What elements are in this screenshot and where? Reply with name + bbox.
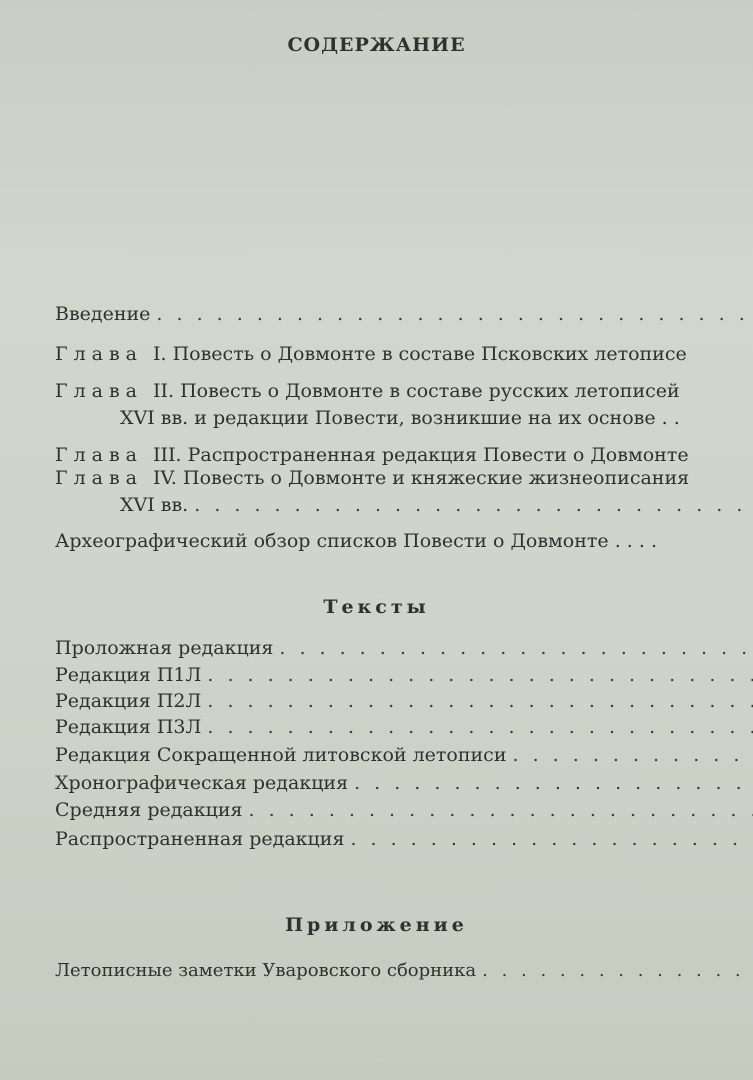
toc-entry-chapter-2 [55, 380, 753, 434]
leader-dots [207, 690, 753, 712]
chapter-label: Глава [55, 380, 144, 402]
toc-entry-text [55, 716, 753, 743]
section-heading-appendix: Приложение [285, 914, 468, 936]
entry-text: IV. Повесть о Довмонте и княжеские жизнеописания [153, 467, 690, 489]
toc-entry-text [55, 664, 753, 691]
leader-dots [249, 799, 753, 821]
toc-entry-text [55, 690, 753, 717]
toc-entry-text [55, 799, 753, 826]
toc-entry-chapter-4 [55, 467, 753, 521]
entry-text: III. Распространенная редакция Повести о Довмонте [153, 444, 689, 466]
leader-dots [194, 494, 753, 516]
entry-text: Хронографическая редакция [55, 772, 349, 794]
toc-entry-text [55, 828, 753, 855]
toc-entry-text [55, 744, 753, 771]
leader-dots [350, 828, 753, 850]
toc-entry-text [55, 637, 753, 664]
entry-text: Средняя редакция [55, 799, 243, 821]
chapter-label: Глава [55, 467, 144, 489]
toc-entry-introduction [55, 303, 753, 330]
chapter-label: Глава [55, 444, 144, 466]
entry-text: Летописные заметки Уваровского сборника [55, 960, 477, 981]
entry-text: Редакция П3Л [55, 716, 202, 738]
leader-dots [279, 637, 753, 659]
leader-dots [207, 664, 753, 686]
leader-dots [513, 744, 753, 766]
toc-entry-appendix [55, 960, 753, 987]
section-heading-texts: Тексты [323, 596, 430, 618]
entry-text: Введение [55, 303, 151, 325]
entry-text: Редакция П1Л [55, 664, 202, 686]
entry-text: Редакция Сокращенной литовской летописи [55, 744, 507, 766]
leader-dots [207, 716, 753, 738]
chapter-label: Глава [55, 343, 144, 365]
leader-dots [156, 303, 753, 325]
leader-dots [482, 960, 753, 981]
toc-entry-archeographic-review [55, 530, 753, 557]
entry-text-continuation: XVI вв. и редакции Повести, возникшие на их основе . . [120, 407, 680, 429]
toc-entry-chapter-1 [55, 343, 753, 370]
entry-text: I. Повесть о Довмонте в составе Псковских летописе [153, 343, 687, 365]
entry-text: Редакция П2Л [55, 690, 202, 712]
leader-dots [354, 772, 753, 794]
entry-text: II. Повесть о Довмонте в составе русских летописей [153, 380, 680, 402]
entry-text: Археографический обзор списков Повести о Довмонте . . . . [55, 530, 657, 552]
entry-text-continuation: XVI вв. [120, 494, 189, 516]
page-title: СОДЕРЖАНИЕ [287, 34, 466, 56]
entry-text: Проложная редакция [55, 637, 274, 659]
toc-entry-text [55, 772, 753, 799]
entry-text: Распространенная редакция [55, 828, 345, 850]
